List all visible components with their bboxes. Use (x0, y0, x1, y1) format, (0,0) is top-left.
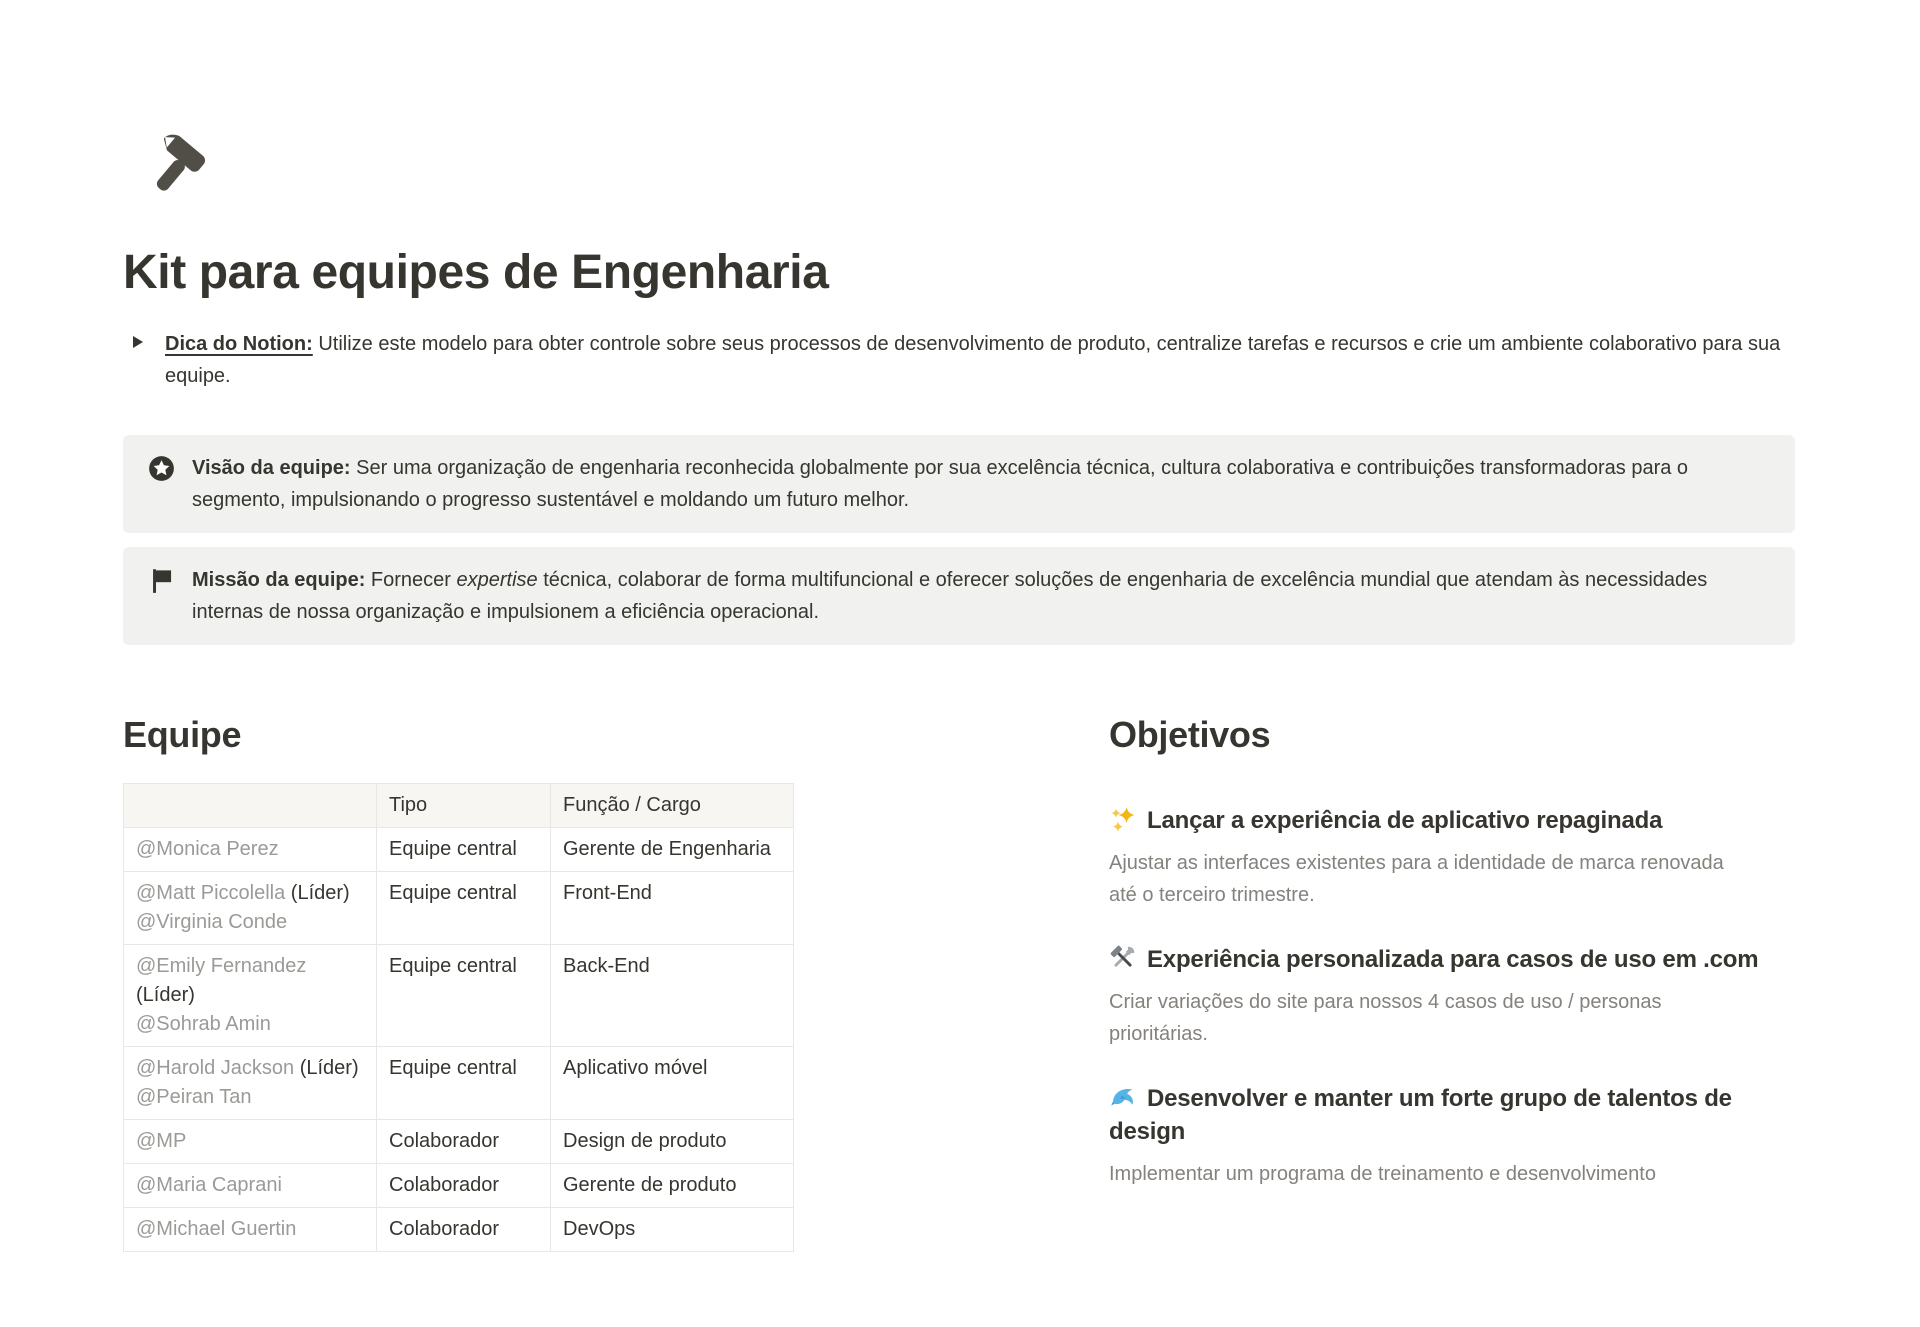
cell-tipo: Equipe central (377, 872, 551, 945)
leader-label: (Líder) (285, 882, 350, 904)
header-name (124, 784, 377, 828)
goal-title-text: Desenvolver e manter um forte grupo de talentos de design (1109, 1085, 1732, 1145)
user-mention[interactable]: @Peiran Tan (136, 1086, 252, 1108)
user-mention[interactable]: @Maria Caprani (136, 1174, 282, 1196)
cell-cargo: Gerente de produto (551, 1164, 794, 1208)
notion-page (0, 128, 1920, 1252)
equipe-heading: Equipe (123, 714, 242, 755)
callout-visao (123, 435, 1795, 533)
user-mention[interactable]: @Monica Perez (136, 838, 279, 860)
cell-tipo: Colaborador (377, 1120, 551, 1164)
user-mention[interactable]: @Harold Jackson (136, 1057, 295, 1079)
callout-visao-body: Ser uma organização de engenharia reconhecida globalmente por sua excelência técnica, cultura colaborativa e contribuições transformadoras para o segmento, impulsionando o progresso sustentável e moldando um futuro melhor. (192, 457, 1689, 511)
goal-title-text: Experiência personalizada para casos de uso em .com (1147, 946, 1759, 973)
leader-label: (Líder) (294, 1057, 359, 1079)
sparkles-icon (1109, 805, 1137, 833)
callout-visao-text (192, 452, 1765, 516)
table-header-row (124, 784, 794, 828)
callout-missao-text (192, 564, 1765, 628)
goal-item (1109, 804, 1795, 911)
hammer-icon[interactable] (137, 128, 217, 208)
header-cargo: Função / Cargo (551, 784, 794, 828)
cell-cargo: DevOps (551, 1208, 794, 1252)
table-row (124, 1164, 794, 1208)
cell-cargo: Aplicativo móvel (551, 1047, 794, 1120)
cell-cargo: Gerente de Engenharia (551, 828, 794, 872)
goal-description: Implementar um programa de treinamento e desenvolvimento (1109, 1163, 1656, 1185)
goal-description: Ajustar as interfaces existentes para a identidade de marca renovada até o terceiro trimestre. (1109, 852, 1724, 906)
goal-description: Criar variações do site para nossos 4 casos de uso / personas prioritárias. (1109, 991, 1662, 1045)
equipe-table (123, 783, 794, 1252)
user-mention[interactable]: @Matt Piccolella (136, 882, 286, 904)
leader-label: (Líder) (136, 984, 195, 1006)
user-mention[interactable]: @Emily Fernandez (136, 955, 307, 977)
goal-title-text: Lançar a experiência de aplicativo repaginada (1147, 807, 1663, 834)
tip-lead: Dica do Notion: (165, 333, 313, 355)
cell-cargo: Design de produto (551, 1120, 794, 1164)
column-objetivos (1109, 712, 1795, 1252)
toggle-triangle-icon[interactable] (123, 328, 165, 392)
flag-icon (148, 567, 175, 594)
goal-item (1109, 1082, 1795, 1190)
column-equipe (123, 712, 793, 1252)
user-mention[interactable]: @Michael Guertin (136, 1218, 297, 1240)
callout-missao-pre: Fornecer (365, 569, 457, 591)
tip-body: Utilize este modelo para obter controle sobre seus processos de desenvolvimento de produto, centralize tarefas e recursos e crie um ambiente colaborativo para sua equipe. (165, 333, 1781, 387)
header-tipo: Tipo (377, 784, 551, 828)
user-mention[interactable]: @MP (136, 1130, 187, 1152)
cell-cargo: Front-End (551, 872, 794, 945)
callout-missao (123, 547, 1795, 645)
page-title: Kit para equipes de Engenharia (123, 246, 829, 299)
goal-title (1109, 943, 1773, 976)
cell-cargo: Back-End (551, 945, 794, 1047)
tip-text (165, 328, 1795, 392)
user-mention[interactable]: @Virginia Conde (136, 911, 288, 933)
goal-title (1109, 1082, 1773, 1148)
dolphin-icon (1109, 1083, 1137, 1111)
callout-missao-body: técnica, colaborar de forma multifuncional e oferecer soluções de engenharia de excelência mundial que atendam às necessidades internas de nossa organização e impulsionem a eficiência operacional. (192, 569, 1708, 623)
table-row (124, 1047, 794, 1120)
cell-tipo: Equipe central (377, 1047, 551, 1120)
notion-tip-toggle (123, 328, 1795, 392)
star-badge-icon (148, 455, 175, 482)
table-row (124, 945, 794, 1047)
goal-title (1109, 804, 1773, 837)
cell-tipo: Colaborador (377, 1208, 551, 1252)
callout-missao-italic: expertise (456, 569, 538, 591)
callout-missao-lead: Missão da equipe: (192, 569, 366, 591)
objetivos-heading: Objetivos (1109, 714, 1271, 755)
cell-tipo: Equipe central (377, 828, 551, 872)
cell-tipo: Equipe central (377, 945, 551, 1047)
table-row (124, 1208, 794, 1252)
callout-visao-lead: Visão da equipe: (192, 457, 351, 479)
cell-tipo: Colaborador (377, 1164, 551, 1208)
table-row (124, 872, 794, 945)
goal-item (1109, 943, 1795, 1050)
table-row (124, 828, 794, 872)
table-row (124, 1120, 794, 1164)
columns (123, 712, 1795, 1252)
user-mention[interactable]: @Sohrab Amin (136, 1013, 271, 1035)
hammer-wrench-icon (1109, 944, 1137, 972)
